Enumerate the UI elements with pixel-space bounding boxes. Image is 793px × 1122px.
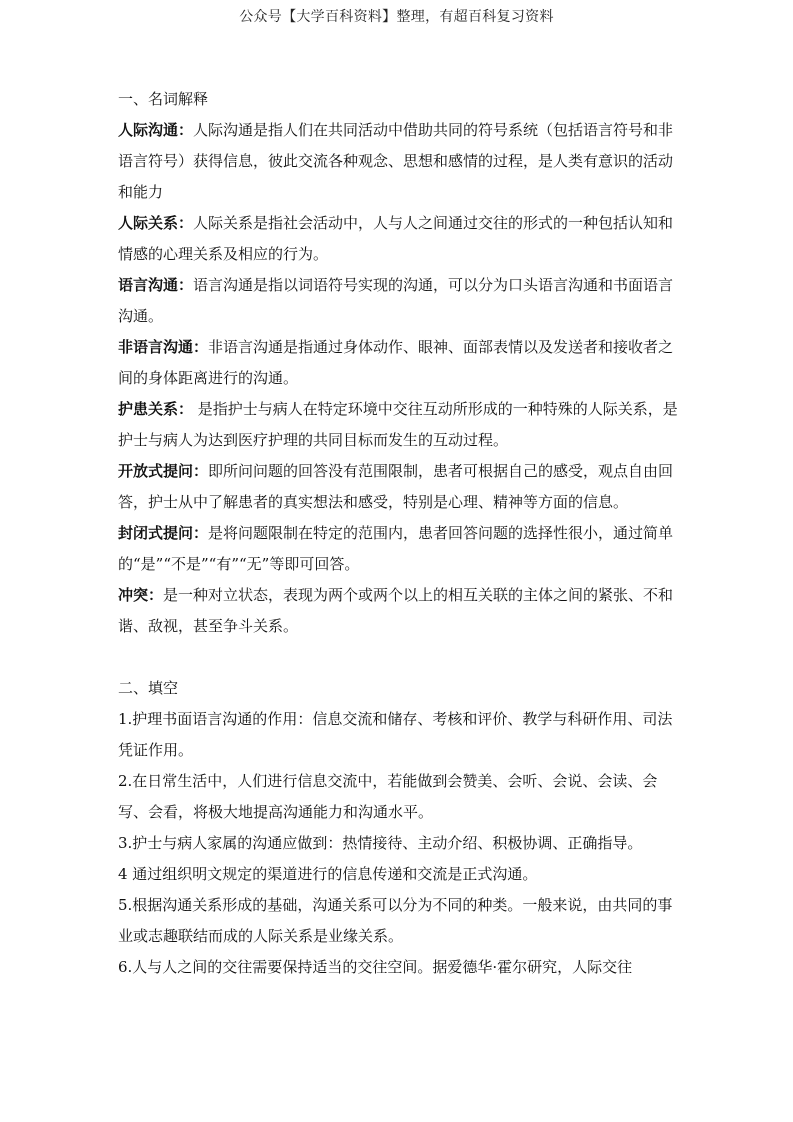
section-spacer <box>118 642 678 673</box>
definition-text: 非语言沟通是指通过身体动作、眼神、面部表情以及发送者和接收者之间的身体距离进行的沟通。 <box>118 338 674 387</box>
definition-text: 人际关系是指社会活动中，人与人之间通过交往的形式的一种包括认知和情感的心理关系及相应的行为。 <box>118 214 674 263</box>
definition-entry <box>118 270 678 332</box>
definition-text: 是指护士与病人在特定环境中交往互动所形成的一种特殊的人际关系，是护士与病人为达到医疗护理的共同目标而发生的互动过程。 <box>118 400 678 449</box>
definition-entry <box>118 394 678 456</box>
fill-in-item: 5.根据沟通关系形成的基础，沟通关系可以分为不同的种类。一般来说，由共同的事业或志趣联结而成的人际关系是业缘关系。 <box>118 896 673 945</box>
definition-entry <box>118 332 678 394</box>
definition-term: 冲突： <box>118 586 164 604</box>
definition-entry <box>118 580 678 642</box>
definition-text: 是一种对立状态，表现为两个或两个以上的相互关联的主体之间的紧张、不和谐、敌视，甚至争斗关系。 <box>118 586 674 635</box>
definition-text: 语言沟通是指以词语符号实现的沟通，可以分为口头语言沟通和书面语言沟通。 <box>118 276 674 325</box>
document-body <box>118 84 678 983</box>
definition-text: 人际沟通是指人们在共同活动中借助共同的符号系统（包括语言符号和非语言符号）获得信息，彼此交流各种观念、思想和感情的过程，是人类有意识的活动和能力 <box>118 121 674 201</box>
fill-in-item: 1.护理书面语言沟通的作用：信息交流和储存、考核和评价、教学与科研作用、司法凭证作用。 <box>118 710 673 759</box>
fill-in-item: 4 通过组织明文规定的渠道进行的信息传递和交流是正式沟通。 <box>118 865 538 883</box>
section-title-fill-in: 二、填空 <box>118 679 179 697</box>
definition-term: 人际关系： <box>118 214 194 232</box>
definition-term: 非语言沟通： <box>118 338 209 356</box>
fill-in-item: 2.在日常生活中，人们进行信息交流中，若能做到会赞美、会听、会说、会读、会写、会看，将极大地提高沟通能力和沟通水平。 <box>118 772 658 821</box>
definition-term: 人际沟通： <box>118 121 194 139</box>
definition-entry <box>118 208 678 270</box>
definition-term: 护患关系： <box>118 400 194 418</box>
definition-term: 开放式提问： <box>118 462 209 480</box>
section-title-definitions: 一、名词解释 <box>118 90 209 108</box>
definition-entry <box>118 456 678 518</box>
definition-entry <box>118 115 678 208</box>
fill-in-item: 6.人与人之间的交往需要保持适当的交往空间。据爱德华·霍尔研究，人际交往 <box>118 958 633 976</box>
definition-text: 是将问题限制在特定的范围内，患者回答问题的选择性很小，通过简单的“是”“不是”“有”“无”等即可回答。 <box>118 524 674 573</box>
definition-entry <box>118 518 678 580</box>
page-header: 公众号【大学百科资料】整理，有超百科复习资料 <box>239 9 554 25</box>
definition-term: 封闭式提问： <box>118 524 209 542</box>
definition-text: 即所问问题的回答没有范围限制，患者可根据自己的感受，观点自由回答，护士从中了解患者的真实想法和感受，特别是心理、精神等方面的信息。 <box>118 462 674 511</box>
fill-in-item: 3.护士与病人家属的沟通应做到：热情接待、主动介绍、积极协调、正确指导。 <box>118 834 643 852</box>
definition-term: 语言沟通： <box>118 276 194 294</box>
